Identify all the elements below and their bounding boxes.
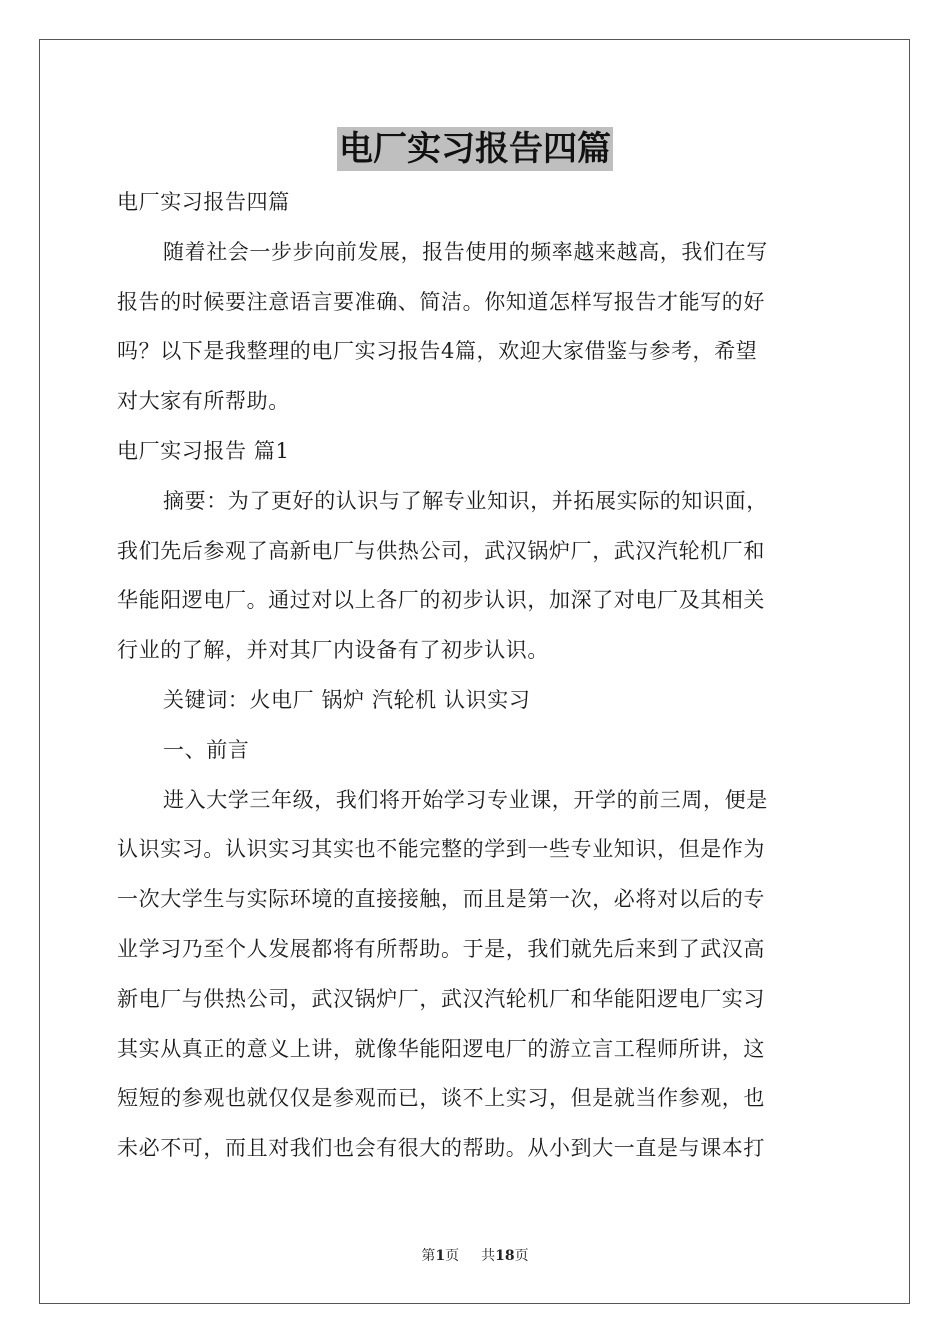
text-line: 摘要：为了更好的认识与了解专业知识，并拓展实际的知识面， bbox=[163, 488, 768, 513]
text-line: 华能阳逻电厂。通过对以上各厂的初步认识，加深了对电厂及其相关 bbox=[117, 588, 765, 613]
title-container bbox=[0, 127, 950, 171]
text-line: 电厂实习报告四篇 bbox=[117, 190, 290, 214]
text-line: 认识实习。认识实习其实也不能完整的学到一些专业知识，但是作为 bbox=[117, 837, 765, 862]
total-prefix: 共 bbox=[481, 1248, 496, 1264]
subsection-heading: 一、前言 bbox=[163, 737, 250, 762]
document-title: 电厂实习报告四篇 bbox=[339, 129, 611, 169]
text-line: 我们先后参观了高新电厂与供热公司，武汉锅炉厂，武汉汽轮机厂和 bbox=[117, 538, 765, 563]
page-prefix: 第 bbox=[421, 1248, 436, 1264]
text-line: 对大家有所帮助。 bbox=[117, 389, 290, 414]
text-line: 吗？以下是我整理的电厂实习报告4篇，欢迎大家借鉴与参考，希望 bbox=[117, 339, 758, 364]
total-pages: 18 bbox=[495, 1248, 515, 1264]
text-line: 随着社会一步步向前发展，报告使用的频率越来越高，我们在写 bbox=[163, 239, 768, 264]
text-line: 报告的时候要注意语言要准确、简洁。你知道怎样写报告才能写的好 bbox=[117, 289, 765, 314]
text-line: 行业的了解，并对其厂内设备有了初步认识。 bbox=[117, 638, 549, 663]
section-heading: 电厂实习报告 篇1 bbox=[117, 438, 290, 463]
page-footer bbox=[0, 1245, 950, 1265]
text-line: 其实从真正的意义上讲，就像华能阳逻电厂的游立言工程师所讲，这 bbox=[117, 1036, 765, 1061]
text-line: 业学习乃至个人发展都将有所帮助。于是，我们就先后来到了武汉高 bbox=[117, 936, 765, 961]
text-line: 一次大学生与实际环境的直接接触，而且是第一次，必将对以后的专 bbox=[117, 887, 765, 912]
text-line: 未必不可，而且对我们也会有很大的帮助。从小到大一直是与课本打 bbox=[117, 1136, 765, 1161]
total-suffix: 页 bbox=[514, 1248, 529, 1264]
keywords-line: 关键词：火电厂 锅炉 汽轮机 认识实习 bbox=[163, 687, 531, 712]
page-number: 1 bbox=[435, 1248, 446, 1264]
document-body bbox=[117, 178, 833, 1174]
text-line: 进入大学三年级，我们将开始学习专业课，开学的前三周，便是 bbox=[163, 787, 768, 812]
text-line: 新电厂与供热公司，武汉锅炉厂，武汉汽轮机厂和华能阳逻电厂实习 bbox=[117, 986, 765, 1011]
text-line: 短短的参观也就仅仅是参观而已，谈不上实习，但是就当作参观，也 bbox=[117, 1086, 765, 1111]
page-suffix: 页 bbox=[445, 1248, 460, 1264]
